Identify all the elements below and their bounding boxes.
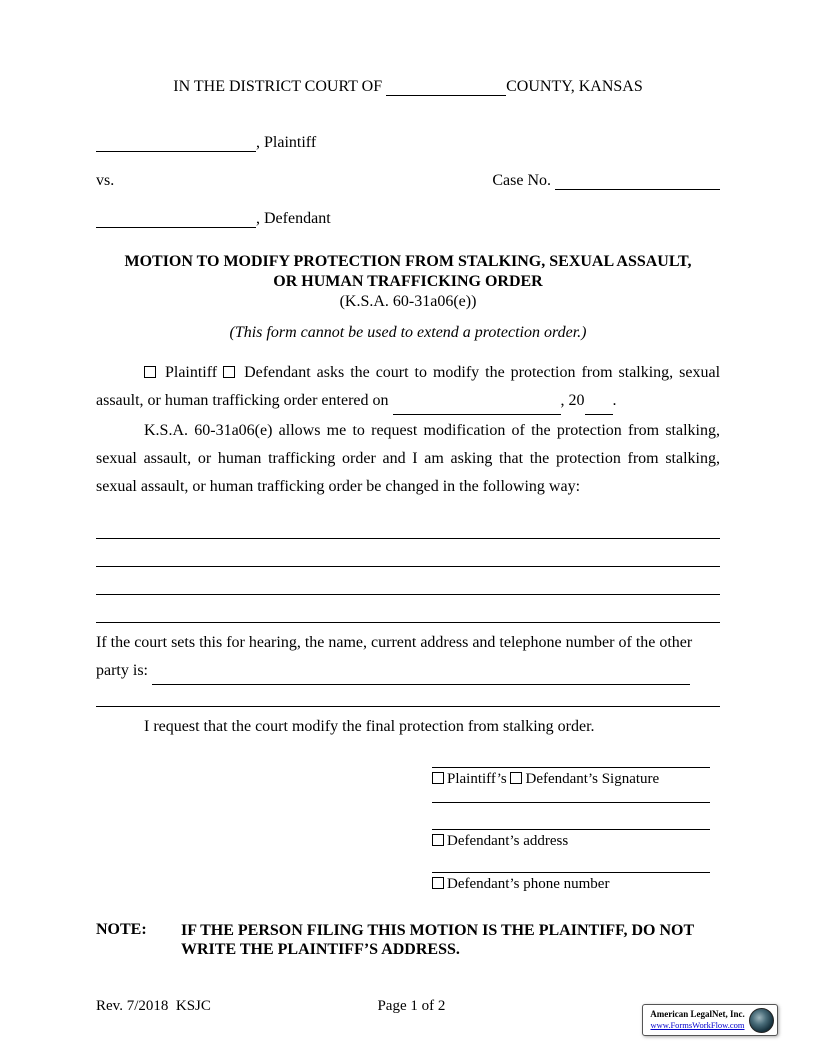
case-number-blank[interactable] <box>555 174 720 190</box>
statute-citation: (K.S.A. 60-31a06(e)) <box>339 293 477 310</box>
court-header-suffix: COUNTY, KANSAS <box>506 78 643 95</box>
phone-label-row <box>432 876 710 893</box>
vs-label: vs. <box>96 172 115 189</box>
note-text: IF THE PERSON FILING THIS MOTION IS THE PLAINTIFF, DO NOT WRITE THE PLAINTIFF’S ADDRESS. <box>181 922 694 958</box>
address-label-row <box>432 833 710 850</box>
modification-line-4[interactable] <box>96 595 720 623</box>
defendant-address-checkbox[interactable] <box>432 834 444 846</box>
modification-line-3[interactable] <box>96 567 720 595</box>
address-line-2[interactable] <box>432 829 710 830</box>
sentence-period: . <box>612 392 617 409</box>
defendant-option-label: Defendant <box>244 364 311 381</box>
other-party-blank[interactable] <box>152 669 690 685</box>
note-section <box>96 921 720 959</box>
page-footer <box>96 998 720 1016</box>
year-prefix-text: , 20 <box>560 392 585 409</box>
year-blank[interactable] <box>585 399 613 415</box>
vs-case-row <box>96 172 720 190</box>
legalnet-company: American LegalNet, Inc. <box>650 1009 745 1019</box>
court-header-prefix: IN THE DISTRICT COURT OF <box>173 78 383 95</box>
hearing-text: If the court sets this for hearing, the name, current address and telephone number of the other party is: <box>96 634 693 679</box>
other-party-line-2[interactable] <box>96 685 720 707</box>
case-number-group <box>492 172 720 190</box>
legalnet-logo-icon <box>749 1008 774 1033</box>
defendant-caption-row <box>96 210 720 228</box>
plaintiff-checkbox[interactable] <box>144 366 156 378</box>
revision-label: Rev. 7/2018 KSJC <box>96 998 211 1014</box>
signature-block <box>432 767 710 893</box>
signature-line[interactable] <box>432 767 710 768</box>
form-title-block <box>96 252 720 311</box>
defendant-phone-checkbox[interactable] <box>432 877 444 889</box>
defendant-name-blank[interactable] <box>96 212 256 228</box>
closing-paragraph: I request that the court modify the final protection from stalking order. <box>144 718 595 735</box>
extend-notice: (This form cannot be used to extend a protection order.) <box>229 324 587 341</box>
defendant-signature-label: Defendant’s Signature <box>525 771 660 787</box>
plaintiff-caption-row <box>96 134 720 152</box>
plaintiff-signature-label: Plaintiff’s <box>447 771 507 787</box>
defendant-caption-label: , Defendant <box>256 210 331 227</box>
signature-label-row <box>432 771 710 788</box>
request-paragraph: K.S.A. 60-31a06(e) allows me to request modification of the protection from stalking, sexual assault, or human trafficking order and I am asking that the protection from stalking, sexual assault, or human trafficking order be changed in the following way: <box>96 422 720 495</box>
defendant-signature-checkbox[interactable] <box>510 772 522 784</box>
note-label: NOTE: <box>96 921 147 938</box>
case-number-label: Case No. <box>492 172 551 189</box>
plaintiff-caption-label: , Plaintiff <box>256 134 317 151</box>
plaintiff-signature-checkbox[interactable] <box>432 772 444 784</box>
order-date-blank[interactable] <box>393 399 561 415</box>
defendant-checkbox[interactable] <box>223 366 235 378</box>
plaintiff-name-blank[interactable] <box>96 136 256 152</box>
modification-line-1[interactable] <box>96 511 720 539</box>
plaintiff-option-label: Plaintiff <box>164 364 218 381</box>
county-blank[interactable] <box>386 80 506 96</box>
form-title-line2: OR HUMAN TRAFFICKING ORDER <box>273 273 543 290</box>
defendant-phone-label: Defendant’s phone number <box>447 876 610 892</box>
legalnet-badge <box>642 1004 778 1036</box>
motion-paragraph <box>96 359 720 415</box>
modification-line-2[interactable] <box>96 539 720 567</box>
legalnet-text-block <box>646 1009 749 1031</box>
page-number: Page 1 of 2 <box>377 998 446 1014</box>
form-title-line1: MOTION TO MODIFY PROTECTION FROM STALKING, SEXUAL ASSAULT, <box>124 253 692 270</box>
court-header <box>96 78 720 96</box>
motion-body-text: asks the court to modify the protection from stalking, sexual assault, or human trafficking order entered on <box>96 364 721 409</box>
defendant-address-label: Defendant’s address <box>447 833 569 849</box>
legalnet-website-link[interactable]: www.FormsWorkFlow.com <box>650 1020 745 1030</box>
phone-line[interactable] <box>432 872 710 873</box>
modification-lines <box>96 511 720 623</box>
hearing-paragraph <box>96 629 720 685</box>
